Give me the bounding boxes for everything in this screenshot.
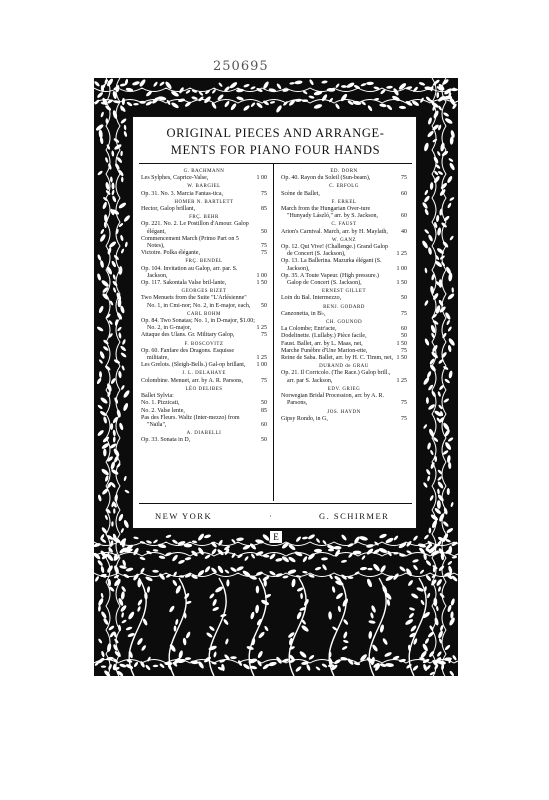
catalog-entry	[141, 348, 267, 362]
entry-title: Norwegian Bridal Procession, arr. by A. R. Parsons,	[281, 393, 384, 407]
catalog-entry	[281, 370, 407, 384]
catalog-entry	[141, 437, 267, 444]
composer-heading: JOS. HAYDN	[327, 409, 361, 415]
catalog-entry	[281, 311, 407, 318]
catalog-entry	[141, 191, 267, 198]
entry-title: Les Sylphes, Caprice-Valse,	[141, 175, 209, 182]
catalog-entry	[141, 206, 267, 213]
entry-title: Pas des Fleurs. Waltz (Inter-mezzo) from "Naïla",	[141, 414, 240, 428]
entry-price: 75	[401, 310, 407, 317]
composer-heading: F. ERKEL	[331, 199, 357, 205]
footer-separator: ·	[269, 511, 274, 521]
entry-price: 1 00	[256, 362, 267, 369]
entry-title: March from the Hungarian Over-ture "Hunyady László," arr. by S. Jackson,	[281, 206, 379, 220]
entry-title: No. 2. Valse lente,	[141, 407, 185, 414]
catalog-entry	[281, 273, 407, 287]
publisher-footer	[133, 507, 418, 527]
composer-heading: G. BACHMANN	[183, 169, 225, 174]
entry-price: 40	[401, 228, 407, 235]
entry-title: Canzonetta, in B♭,	[281, 310, 326, 317]
entry-price: 75	[261, 332, 267, 339]
composer-heading: C. FAUST	[331, 222, 357, 228]
entry-title: Marche Funèbre d'Une Marion-ette,	[281, 347, 368, 354]
entry-title: Op. 84. Two Sonatas; No. 1, in D-major, $1.00; No. 2, in G-major,	[141, 318, 255, 332]
catalog-entry	[281, 258, 407, 272]
entry-price: 50	[261, 302, 267, 309]
composer-heading: J. L. DELAHAYE	[182, 371, 226, 377]
entry-price: 1 50	[396, 280, 407, 287]
entry-title: Arion's Carnival. March, arr. by H. Maylath,	[281, 228, 388, 235]
catalog-title	[133, 125, 418, 159]
catalog-entry	[281, 175, 407, 182]
catalog-entry	[141, 250, 267, 257]
entry-title: Hector, Galop brillant,	[141, 206, 196, 213]
catalog-entry	[281, 191, 407, 198]
title-line-2: MENTS FOR PIANO FOUR HANDS	[170, 143, 381, 157]
catalog-entry	[281, 348, 407, 355]
entry-title: Commencement March (Primo Part on 5 Notes),	[141, 235, 239, 250]
catalog-entry	[141, 378, 267, 385]
composer-heading: EDV. GRIEG	[327, 386, 361, 392]
composer-heading: FRÇ. BEHR	[189, 215, 219, 221]
composer-heading: ERNEST GILLET	[321, 289, 367, 295]
entry-price: 1 50	[396, 355, 407, 362]
entry-title: Scène de Ballet,	[281, 190, 320, 197]
footer-rule	[139, 503, 412, 504]
entry-price: 75	[261, 190, 267, 197]
entry-price: 60	[401, 326, 407, 333]
entry-price: 1 00	[396, 265, 407, 272]
entry-price: 50	[261, 400, 267, 407]
entry-title: Colombine. Menuet, arr. by A. R. Parsons,	[141, 377, 243, 384]
catalog-entry	[141, 266, 267, 280]
catalog-panel	[132, 116, 417, 529]
column-divider	[273, 164, 274, 501]
entry-price: 1 25	[396, 377, 407, 384]
entry-title: Les Grelots. (Sleigh-Bells.) Gal-op brillant,	[141, 362, 246, 369]
entry-price: 50	[261, 228, 267, 235]
composer-heading: DURAND de GRAU	[319, 364, 369, 370]
entry-title: Faust. Ballet, arr. by L. Maas, net,	[281, 340, 363, 347]
entry-title: Op. 117. Sakontala Valse bril-lante,	[141, 280, 227, 287]
entry-title: Op. 33. Sonata in D,	[141, 437, 191, 444]
composer-heading: W. GANZ	[331, 237, 357, 243]
composer-heading: FRÇ. BENDEL	[185, 259, 223, 265]
catalog-entry	[141, 332, 267, 339]
entry-title: Op. 35. A Toute Vapeur. (High pressure.) Galop de Concert (S. Jackson),	[281, 272, 380, 287]
composer-heading: CARL BOHM	[187, 311, 221, 317]
catalog-entry	[281, 341, 407, 348]
catalog-entry	[141, 236, 267, 250]
entry-price: 75	[401, 175, 407, 182]
entry-price: 50	[401, 295, 407, 302]
entry-title: Op. 221. No. 2. Le Postillon d'Amour. Galop élégant,	[141, 221, 249, 235]
catalog-entry	[141, 362, 267, 369]
catalog-entry	[281, 393, 407, 407]
composer-heading: ED. DORN	[330, 169, 358, 174]
catalog-entry	[141, 295, 267, 309]
entry-title: Dodelinette. (Lullaby.) Pièce facile,	[281, 333, 367, 340]
entry-price: 75	[401, 415, 407, 422]
title-rule	[139, 163, 412, 164]
entry-title: Op. 60. Fanfare des Dragons. Esquisse militaire,	[141, 347, 234, 362]
entry-price: 1 00	[256, 175, 267, 182]
entry-title: No. 1. Pizzicati,	[141, 400, 180, 407]
catalog-entry	[281, 416, 407, 423]
entry-price: 75	[261, 250, 267, 257]
composer-heading: BENJ. GODARD	[323, 304, 365, 310]
footer-city: NEW YORK	[155, 511, 213, 521]
entry-price: 1 00	[256, 272, 267, 279]
entry-price: 1 25	[256, 325, 267, 332]
catalog-entry	[281, 355, 407, 362]
entry-price: 1 50	[256, 280, 267, 287]
entry-price: 75	[401, 347, 407, 354]
catalog-entry	[141, 221, 267, 235]
entry-title: Op. 13. La Ballerina. Mazurka élégant (S. Jackson),	[281, 258, 382, 272]
composer-heading: HOMER N. BARTLETT	[174, 199, 234, 205]
entry-price: 85	[261, 407, 267, 414]
left-column	[141, 167, 267, 445]
entry-title: Op. 104. Invitation au Galop, arr. par. S. Jackson,	[141, 265, 238, 279]
catalog-entry	[141, 280, 267, 287]
entry-title: Victoire. Polka élégante,	[141, 250, 200, 257]
entry-title: Op. 40. Rayon du Soleil (Sun-beam),	[281, 175, 371, 182]
entry-title: Op. 12. Qui Vive! (Challenge.) Grand Galop de Concert (S. Jackson),	[281, 244, 389, 258]
composer-heading: C. ERFOLG	[329, 184, 359, 190]
entry-price: 50	[401, 333, 407, 340]
composer-heading: A. DIABELLI	[186, 431, 222, 437]
entry-price: 60	[261, 421, 267, 428]
composer-heading: F. BOSCOVITZ	[184, 341, 224, 347]
composer-heading: CH. GOUNOD	[325, 320, 363, 326]
catalog-entry	[281, 244, 407, 258]
catalog-entry	[141, 393, 267, 400]
entry-price: 75	[401, 400, 407, 407]
entry-title: Op. 31. No. 3. Marcia Fantas-tica,	[141, 190, 223, 197]
entry-price: 75	[261, 243, 267, 250]
title-line-1: ORIGINAL PIECES AND ARRANGE-	[166, 126, 385, 140]
catalog-entry	[141, 175, 267, 182]
catalog-entry	[141, 408, 267, 415]
entry-title: La Colombe; Entr'acte,	[281, 326, 337, 333]
entry-title: Two Menuets from the Suite "L'Arlésienne" No. 1, in Cmi-nor; No. 2, in E-major, each,	[141, 295, 251, 309]
entry-price: 60	[401, 190, 407, 197]
entry-price: 1 25	[256, 355, 267, 362]
entry-price: 50	[261, 437, 267, 444]
entry-title: Gipsy Rondo, in G,	[281, 415, 328, 422]
catalog-entry	[281, 333, 407, 340]
entry-title: Attaque des Ulans. Gr. Military Galop,	[141, 332, 235, 339]
entry-title: Loin du Bal. Intermezzo,	[281, 295, 342, 302]
entry-price: 75	[261, 377, 267, 384]
entry-price: 1 50	[396, 340, 407, 347]
entry-price: 60	[401, 213, 407, 220]
frame-bottom-letter: E	[270, 531, 282, 543]
entry-title: Reine de Saba. Ballet, arr. by H. C. Timm, net,	[281, 355, 393, 362]
footer-publisher: G. SCHIRMER	[319, 511, 390, 521]
entry-title: Op. 21. Il Corricolo. (The Race.) Galop brill., arr. par S. Jackson,	[281, 370, 391, 384]
catalog-entry	[141, 400, 267, 407]
entry-title: Ballet Sylvia:	[141, 393, 174, 400]
catalog-entry	[141, 318, 267, 332]
composer-heading: GEORGES BIZET	[181, 289, 227, 295]
composer-heading: LÉO DELIBES	[185, 386, 223, 392]
catalog-entry	[281, 206, 407, 220]
catalog-stamp: 250695	[213, 59, 269, 74]
composer-heading: W. BARGIEL	[187, 184, 221, 190]
entry-price: 1 25	[396, 251, 407, 258]
entry-price: 85	[261, 206, 267, 213]
catalog-entry	[281, 295, 407, 302]
right-column	[281, 167, 407, 423]
catalog-entry	[281, 229, 407, 236]
catalog-entry	[141, 415, 267, 429]
